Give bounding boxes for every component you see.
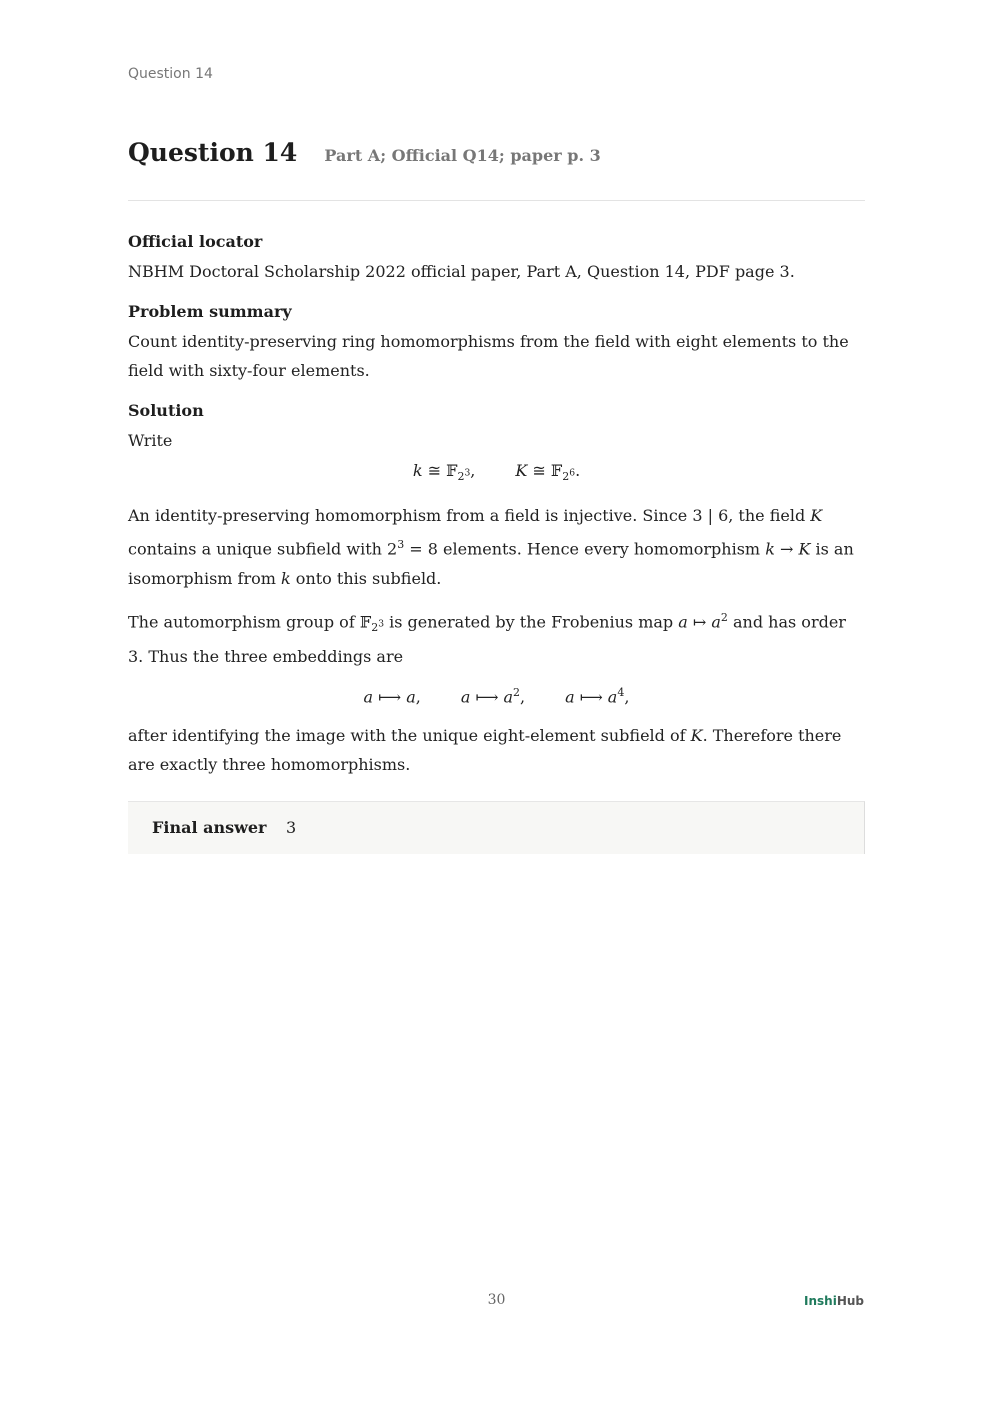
solution-paragraph-3: after identifying the image with the unique eight-element subfield of K. Therefore there are exactly three homomorphisms.	[128, 726, 842, 775]
locator-text: NBHM Doctoral Scholarship 2022 official paper, Part A, Question 14, PDF page 3.	[128, 262, 795, 281]
main-content	[128, 232, 865, 795]
section-solution	[128, 401, 865, 779]
summary-heading: Problem summary	[128, 302, 292, 321]
solution-paragraph-2: The automorphism group of 𝔽$_{2^3}$ is generated by the Frobenius map a ↦ $a^2$ and has order 3. Thus the three embeddings are	[128, 610, 846, 667]
locator-heading: Official locator	[128, 232, 263, 251]
final-answer-box	[128, 801, 865, 854]
display-equation-fields: k ≅ 𝔽$_{2^3}$, K ≅ 𝔽$_{2^6}$.	[412, 461, 581, 484]
final-answer-value: 3	[286, 818, 297, 837]
page-number: 30	[487, 1292, 506, 1308]
solution-paragraph-1: An identity-preserving homomorphism from a field is injective. Since 3 | 6, the field K contains a unique subfield with $2^3 = 8$ elements. Hence every homomorphism k → K is an isomorphism from k onto this subfield.	[128, 506, 854, 588]
solution-intro: Write	[128, 431, 173, 450]
solution-heading: Solution	[128, 401, 204, 420]
section-problem-summary	[128, 302, 865, 385]
brand-logo: InshiHub	[804, 1294, 864, 1308]
final-answer-label: Final answer	[152, 818, 267, 837]
title-row	[128, 138, 865, 167]
display-equation-embeddings: a ⟼ a, a ⟼ $a^2$, a ⟼ $a^4$,	[363, 686, 630, 707]
page-subtitle: Part A; Official Q14; paper p. 3	[324, 146, 601, 165]
section-official-locator	[128, 232, 865, 286]
page-title: Question 14	[128, 138, 298, 167]
summary-text: Count identity-preserving ring homomorphisms from the field with eight elements to the field with sixty-four elements.	[128, 332, 849, 380]
running-head: Question 14	[128, 66, 213, 82]
title-divider	[128, 200, 865, 201]
